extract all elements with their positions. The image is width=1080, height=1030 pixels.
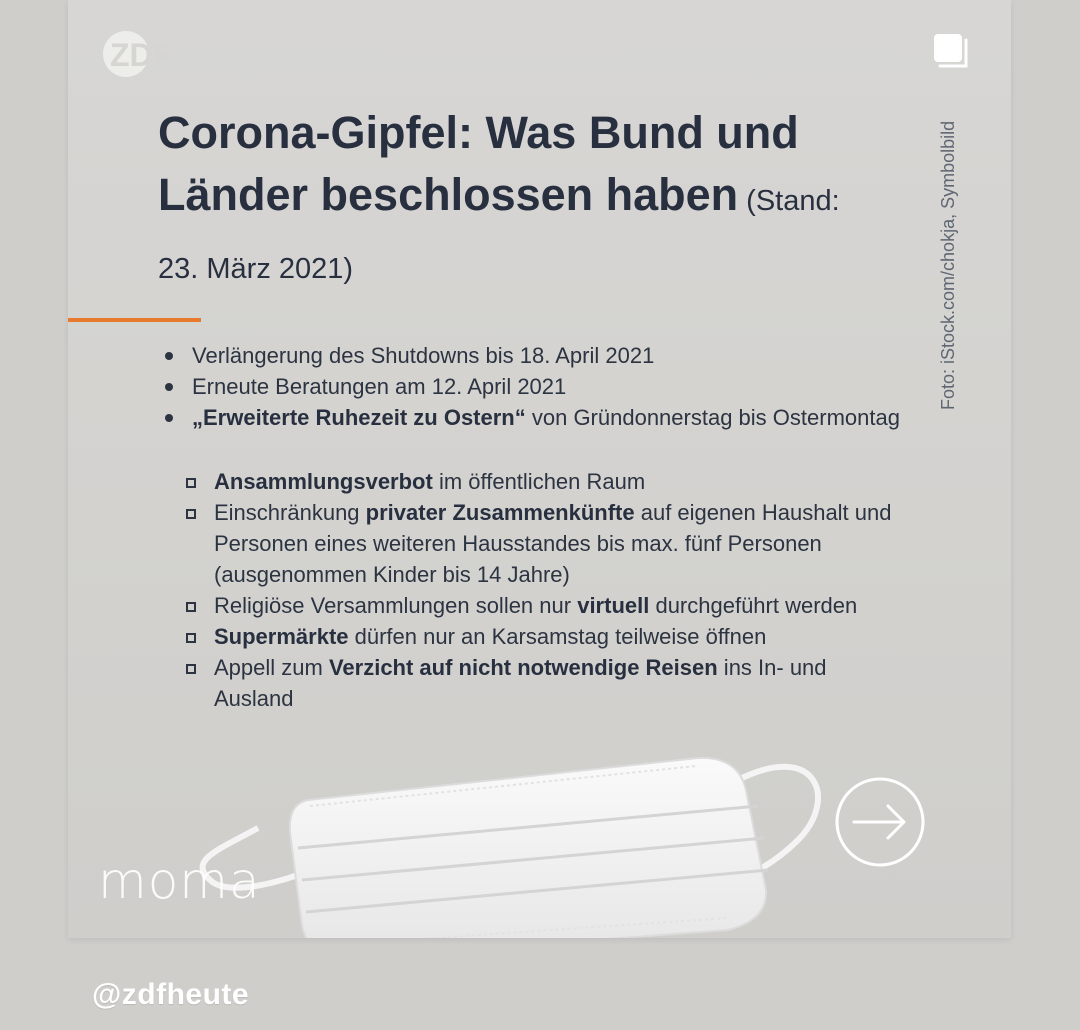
list-item-text: von Gründonnerstag bis Ostermontag: [525, 405, 900, 430]
list-item-bold: Verzicht auf nicht notwendige Reisen: [328, 655, 718, 680]
list-item-bold: Ansammlungsverbot: [214, 469, 433, 494]
moma-logo: moma: [98, 852, 261, 910]
photo-credit: Foto: iStock.com/chokja, Symbolbild: [938, 120, 958, 410]
list-item-text: Religiöse Versammlungen sollen nur: [214, 593, 578, 618]
list-item: [182, 621, 902, 652]
list-item: [182, 652, 902, 714]
list-item: [160, 402, 920, 433]
list-item-bold: Supermärkte: [214, 624, 349, 649]
face-mask-image: [198, 720, 838, 938]
list-item: [160, 371, 920, 402]
list-item: [182, 466, 902, 497]
list-item-bold: „Erweiterte Ruhezeit zu Ostern“: [192, 405, 526, 430]
post-card: [68, 0, 1011, 938]
list-item-text: Verlängerung des Shutdowns bis 18. April 2021: [192, 343, 655, 368]
list-item: [182, 590, 902, 621]
list-item-text: Erneute Beratungen am 12. April 2021: [192, 374, 567, 399]
headline-main: Corona-Gipfel: Was Bund und Länder beschlossen haben: [158, 107, 799, 220]
sub-bullet-list: [182, 466, 902, 714]
list-item-text: auf eigenen Haushalt und Personen eines weiteren Hausstandes bis max. fünf Personen (ausgenommen Kinder bis 14 Jahre): [214, 500, 892, 587]
list-item-text: Einschränkung: [214, 500, 366, 525]
svg-text:ZDF: ZDF: [110, 37, 173, 73]
list-item-text: dürfen nur an Karsamstag teilweise öffnen: [348, 624, 767, 649]
main-bullet-list: [160, 340, 920, 433]
account-handle[interactable]: @zdfheute: [92, 978, 250, 1011]
arrow-right-circle-icon[interactable]: [834, 776, 926, 868]
list-item-text: ins In- und Ausland: [214, 655, 827, 711]
headline-date: (Stand: 23. März 2021): [158, 185, 840, 285]
list-item: [160, 340, 920, 371]
list-item-text: durchgeführt werden: [649, 593, 858, 618]
copy-icon[interactable]: [930, 30, 974, 74]
accent-divider: [68, 318, 201, 322]
headline: [158, 102, 858, 300]
list-item-text: im öffentlichen Raum: [432, 469, 646, 494]
list-item-text: Appell zum: [214, 655, 329, 680]
list-item: [182, 497, 902, 590]
zdf-logo-icon: [100, 28, 196, 80]
list-item-bold: virtuell: [577, 593, 650, 618]
list-item-bold: privater Zusammenkünfte: [365, 500, 635, 525]
